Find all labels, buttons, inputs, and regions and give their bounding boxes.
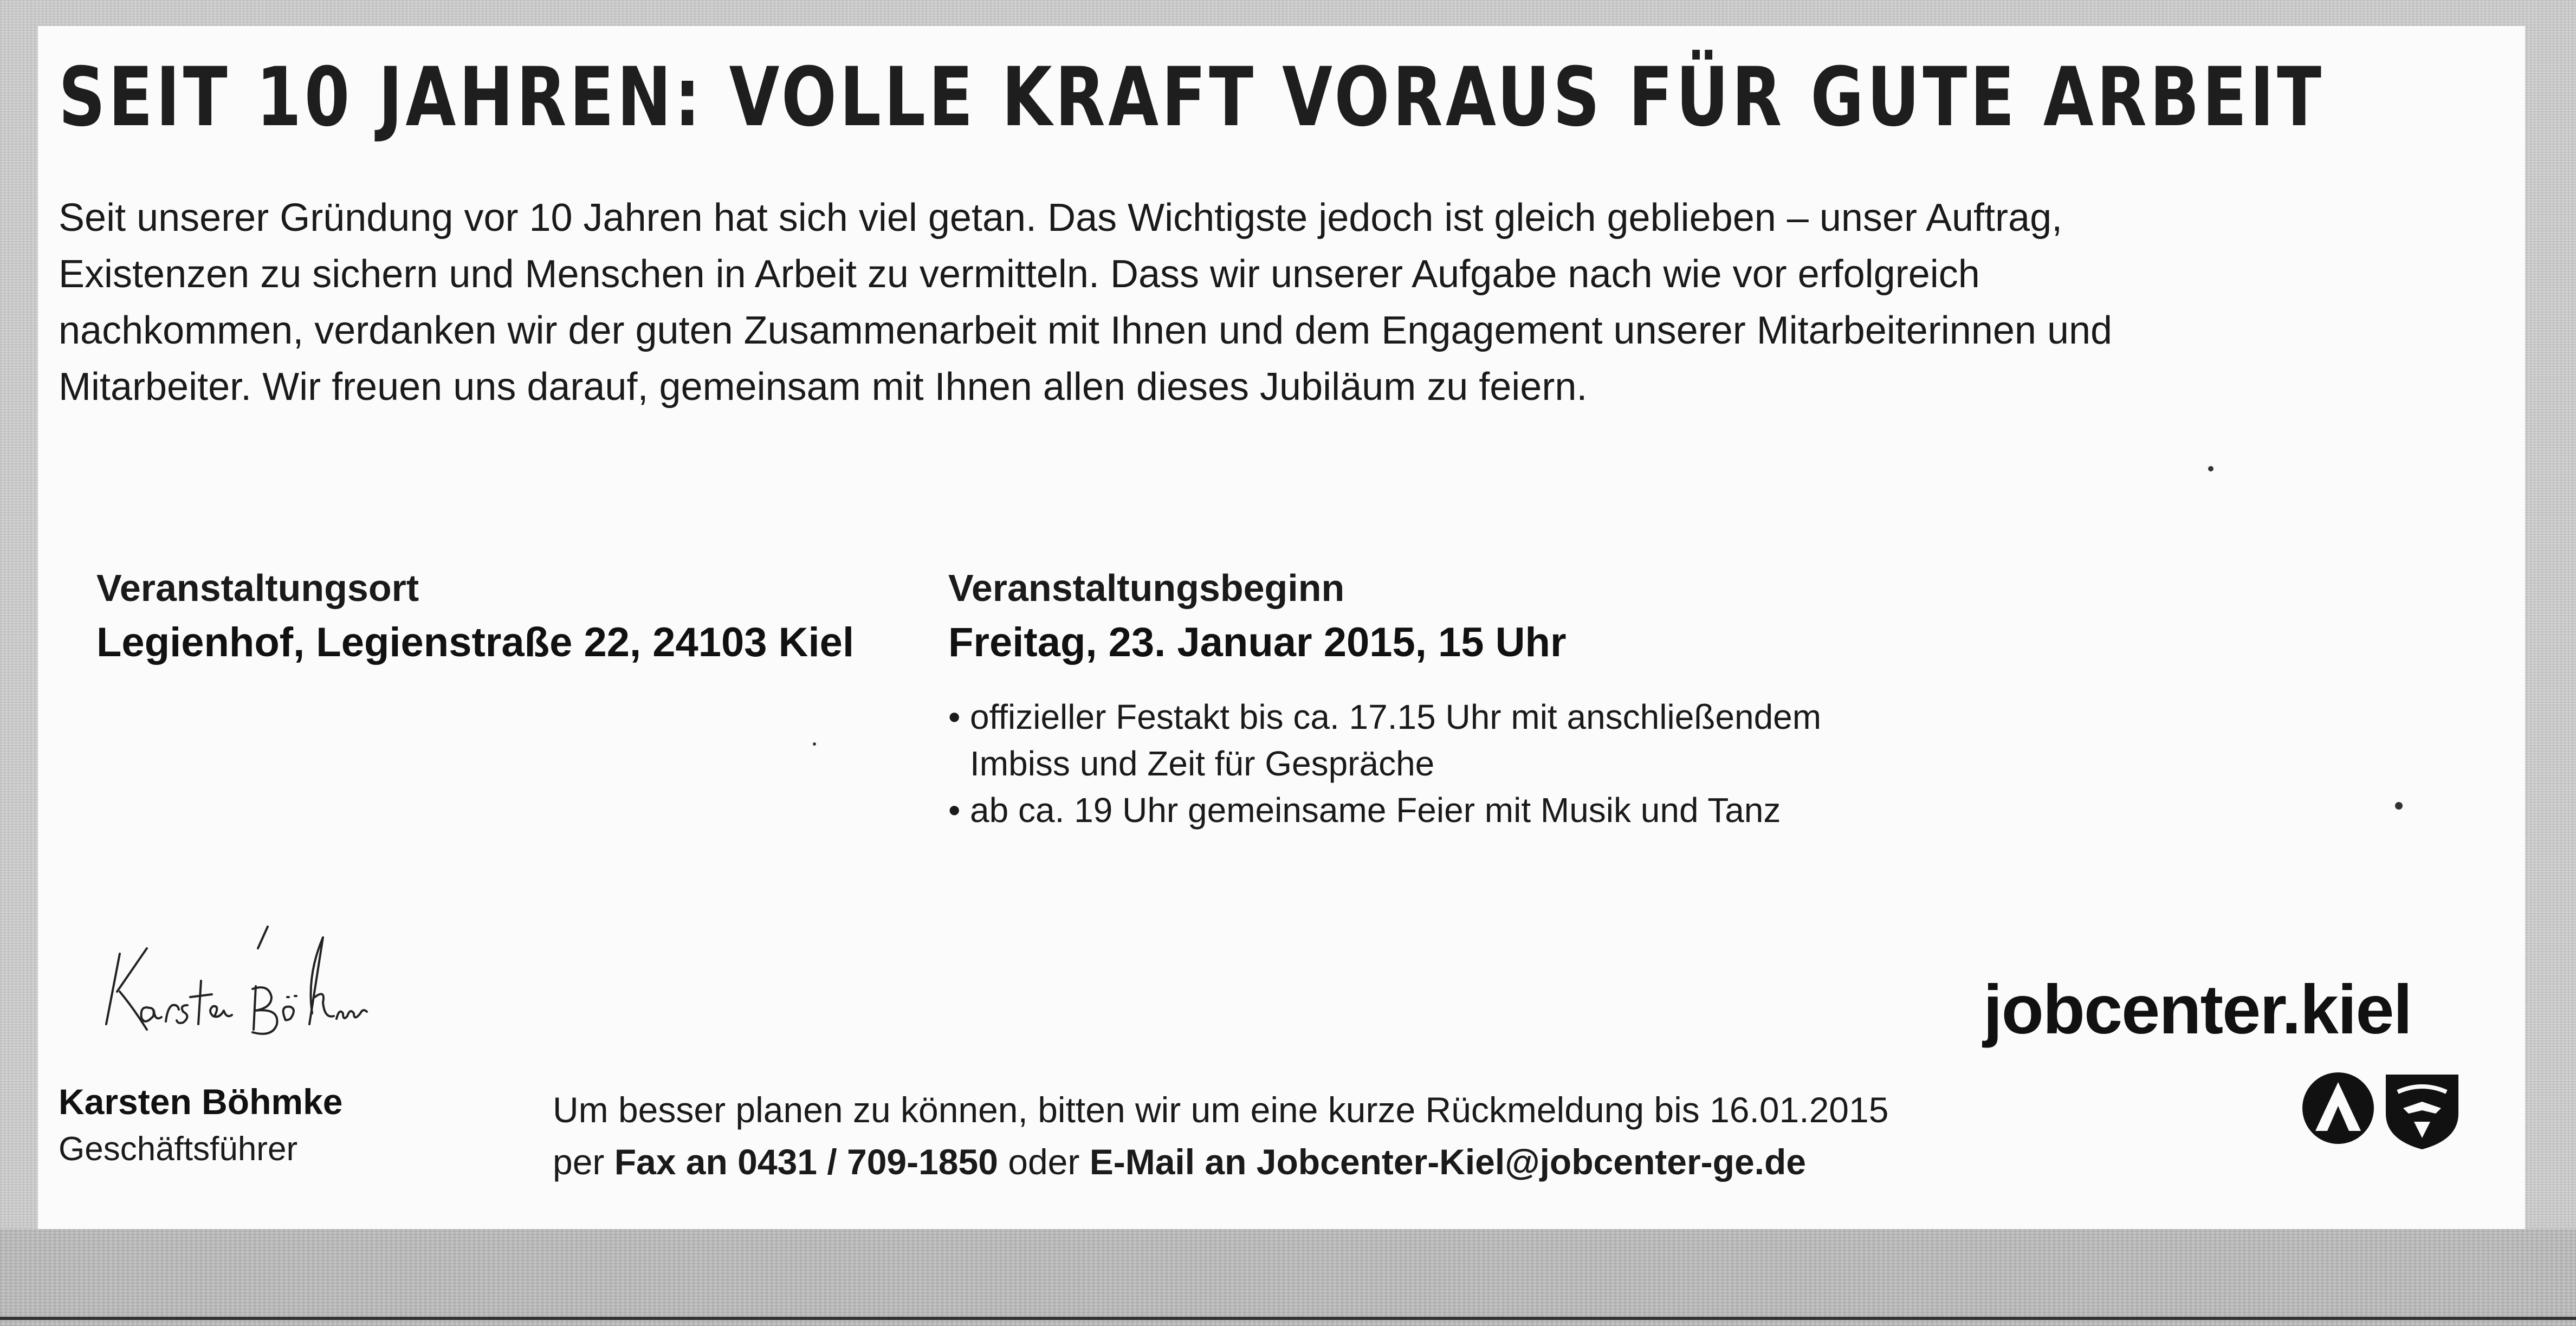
handwritten-signature (95, 916, 442, 1057)
headline: SEIT 10 JAHREN: VOLLE KRAFT VORAUS FÜR GUTE ARBEIT (59, 50, 2325, 145)
venue-value: Legienhof, Legienstraße 22, 24103 Kiel (96, 619, 855, 665)
rsvp-email: E-Mail an Jobcenter-Kiel@jobcenter-ge.de (1089, 1142, 1807, 1182)
jobcenter-kiel-wordmark (1983, 971, 2412, 1049)
intro-paragraph: Seit unserer Gründung vor 10 Jahren hat sich viel getan. Das Wichtigste jedoch ist gleich geblieben – unser Auftrag, Existenzen zu sichern und Menschen in Arbeit zu vermitteln. Dass wir unserer Aufgabe nach wie vor erfolgreich nachkommen, verdanken wir der guten Zusammenarbeit mit Ihnen und dem Engagement unserer Mitarbeiterinnen und Mitarbeiter. Wir freuen uns darauf, gemeinsam mit Ihnen allen dieses Jubiläum zu feiern. (59, 196, 2113, 409)
signatory-role: Geschäftsführer (59, 1130, 298, 1168)
agentur-fuer-arbeit-logo-icon (2300, 1070, 2376, 1146)
brand-dot: . (2282, 971, 2300, 1049)
scan-bottom-line (0, 1317, 2576, 1320)
program-list (948, 694, 1869, 833)
venue-label: Veranstaltungsort (96, 567, 419, 609)
kiel-city-crest-icon (2381, 1070, 2463, 1152)
rsvp-line-1: Um besser planen zu können, bitten wir um eine kurze Rückmeldung bis 16.01.2015 (553, 1090, 1889, 1130)
start-label: Veranstaltungsbeginn (948, 567, 1345, 609)
rsvp-fax: Fax an 0431 / 709-1850 (614, 1142, 998, 1182)
rsvp-note (553, 1084, 1907, 1188)
start-value: Freitag, 23. Januar 2015, 15 Uhr (948, 619, 1567, 665)
rsvp-per: per (553, 1142, 605, 1182)
program-item: • ab ca. 19 Uhr gemeinsame Feier mit Musik und Tanz (948, 787, 1869, 833)
scan-speck (2208, 466, 2213, 471)
rsvp-line-2 (553, 1136, 1907, 1188)
scan-speck (813, 742, 816, 746)
scan-speck (2395, 802, 2403, 810)
scan-bottom-strip (0, 1229, 2576, 1326)
rsvp-oder: oder (1008, 1142, 1080, 1182)
signatory-name: Karsten Böhmke (59, 1082, 343, 1122)
program-item: • offizieller Festakt bis ca. 17.15 Uhr mit anschließendem Imbiss und Zeit für Gespräche (948, 694, 1869, 787)
brand-name-part1: jobcenter (1983, 971, 2282, 1049)
brand-name-part2: kiel (2300, 971, 2412, 1049)
